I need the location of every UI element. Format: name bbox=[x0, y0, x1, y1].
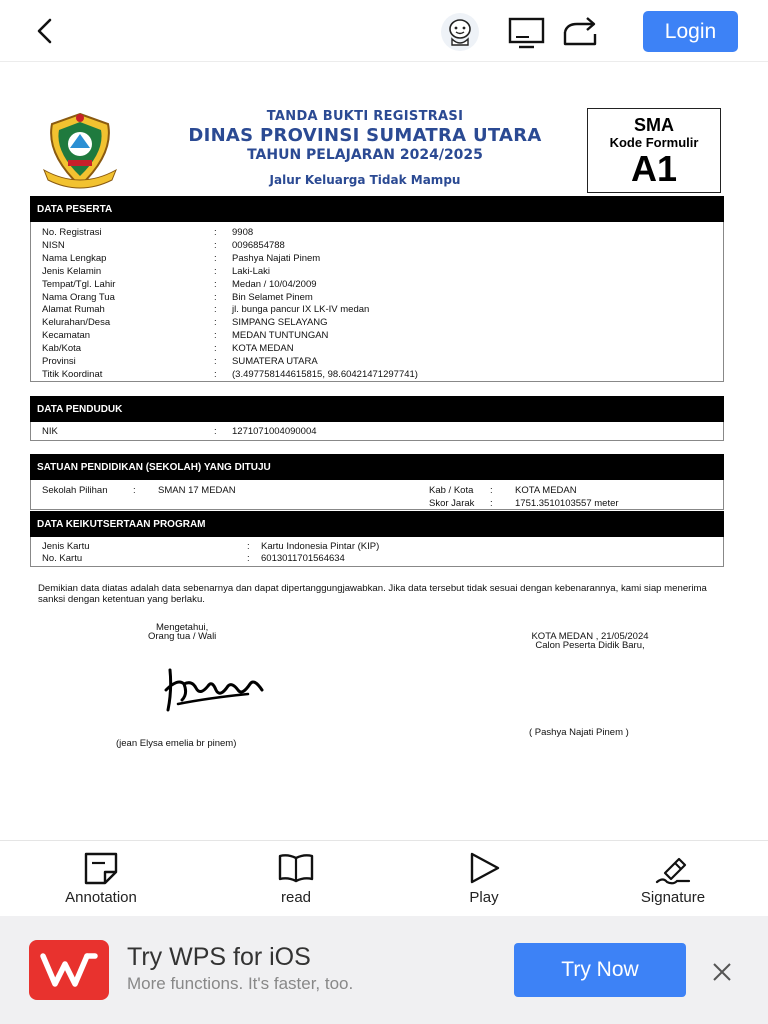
peserta-label: Kecamatan bbox=[42, 330, 91, 342]
peserta-label: Alamat Rumah bbox=[42, 304, 105, 316]
nik-value: 1271071004090004 bbox=[232, 426, 317, 437]
kab-colon: : bbox=[490, 485, 493, 496]
peserta-colon: : bbox=[214, 304, 217, 316]
peserta-colon: : bbox=[214, 330, 217, 342]
play-label: Play bbox=[469, 889, 499, 906]
peserta-colon: : bbox=[214, 239, 217, 251]
header-year: TAHUN PELAJARAN 2024/2025 bbox=[247, 147, 483, 163]
signature-button[interactable] bbox=[603, 841, 743, 917]
signature-icon bbox=[655, 851, 691, 885]
wps-logo[interactable] bbox=[29, 940, 109, 1000]
header-title: DINAS PROVINSI SUMATRA UTARA bbox=[188, 125, 542, 146]
signer-left-name: (jean Elysa emelia br pinem) bbox=[116, 738, 237, 749]
section-program: DATA KEIKUTSERTAAN PROGRAM bbox=[30, 511, 724, 537]
top-bar bbox=[0, 0, 768, 62]
ad-close-button[interactable] bbox=[708, 958, 736, 986]
peserta-colon: : bbox=[214, 343, 217, 355]
close-icon bbox=[708, 958, 736, 986]
peserta-label: Kelurahan/Desa bbox=[42, 317, 111, 329]
document-page bbox=[0, 62, 768, 840]
province-emblem-icon bbox=[38, 110, 122, 190]
skor-value: 1751.3510103557 meter bbox=[515, 498, 619, 509]
peserta-value: 9908 bbox=[232, 227, 254, 238]
no-kartu-value: 6013011701564634 bbox=[261, 553, 345, 564]
peserta-label: Titik Koordinat bbox=[42, 368, 103, 380]
form-code-box bbox=[587, 108, 721, 193]
skor-label: Skor Jarak bbox=[429, 498, 475, 509]
declaration-text: Demikian data diatas adalah data sebenarnya dan dapat dipertanggungjawabkan. Jika data tersebut tidak sesuai dengan kebenarannya, kami siap menerima sanksi dengan ketentuan yang berlaku. bbox=[38, 583, 707, 605]
peserta-colon: : bbox=[214, 227, 217, 238]
peserta-label: No. Registrasi bbox=[42, 227, 102, 238]
skor-colon: : bbox=[490, 498, 493, 509]
peserta-label: Provinsi bbox=[42, 356, 76, 367]
satuan-pendidikan-box bbox=[30, 480, 724, 510]
share-button[interactable] bbox=[561, 12, 601, 52]
peserta-value: KOTA MEDAN bbox=[232, 343, 294, 355]
jenis-kartu-colon: : bbox=[247, 541, 250, 552]
play-button[interactable] bbox=[414, 841, 554, 917]
play-icon bbox=[466, 851, 502, 885]
nik-label: NIK bbox=[42, 426, 58, 437]
peserta-value: MEDAN TUNTUNGAN bbox=[232, 330, 329, 342]
section-data-peserta: DATA PESERTA bbox=[30, 196, 724, 222]
annotation-button[interactable] bbox=[31, 841, 171, 917]
peserta-colon: : bbox=[214, 252, 217, 264]
header-jalur: Jalur Keluarga Tidak Mampu bbox=[269, 173, 461, 187]
chevron-left-icon bbox=[30, 14, 62, 48]
header-line-1: TANDA BUKTI REGISTRASI bbox=[266, 109, 464, 124]
peserta-label: Nama Lengkap bbox=[42, 252, 107, 264]
kab-label: Kab / Kota bbox=[429, 485, 474, 496]
section-data-penduduk: DATA PENDUDUK bbox=[30, 396, 724, 422]
form-code-label: Kode Formulir bbox=[609, 135, 699, 150]
peserta-colon: : bbox=[214, 291, 217, 303]
kab-value: KOTA MEDAN bbox=[515, 485, 577, 496]
bottom-toolbar bbox=[0, 840, 768, 916]
sign-right-line1: KOTA MEDAN , 21/05/2024 bbox=[531, 631, 649, 642]
data-penduduk-box bbox=[30, 422, 724, 441]
peserta-colon: : bbox=[214, 368, 217, 380]
jenis-kartu-value: Kartu Indonesia Pintar (KIP) bbox=[261, 541, 380, 552]
peserta-label: Kab/Kota bbox=[42, 343, 82, 355]
peserta-value: Laki-Laki bbox=[232, 265, 271, 277]
peserta-value: (3.497758144615815, 98.60421471297741) bbox=[232, 368, 418, 380]
jenis-kartu-label: Jenis Kartu bbox=[42, 541, 90, 552]
data-peserta-box bbox=[30, 222, 724, 382]
signer-right-name: ( Pashya Najati Pinem ) bbox=[529, 727, 629, 738]
nik-colon: : bbox=[214, 426, 217, 437]
sekolah-value: SMAN 17 MEDAN bbox=[158, 485, 236, 496]
peserta-value: Medan / 10/04/2009 bbox=[232, 278, 317, 290]
annotation-label: Annotation bbox=[65, 889, 137, 906]
peserta-label: Tempat/Tgl. Lahir bbox=[42, 278, 116, 290]
back-button[interactable] bbox=[30, 14, 62, 48]
peserta-value: Pashya Najati Pinem bbox=[232, 252, 321, 264]
assistant-button[interactable] bbox=[440, 12, 480, 52]
peserta-value: SIMPANG SELAYANG bbox=[232, 317, 328, 329]
signature-label: Signature bbox=[640, 889, 706, 906]
peserta-label: Nama Orang Tua bbox=[42, 291, 115, 303]
wps-w-icon bbox=[29, 940, 109, 1000]
peserta-colon: : bbox=[214, 278, 217, 290]
peserta-colon: : bbox=[214, 265, 217, 277]
sekolah-colon: : bbox=[133, 485, 136, 496]
form-code-value: A1 bbox=[630, 148, 678, 189]
monitor-icon bbox=[507, 12, 547, 52]
sign-right-line2: Calon Peserta Didik Baru, bbox=[535, 640, 645, 651]
try-now-button[interactable]: Try Now bbox=[514, 943, 686, 997]
peserta-colon: : bbox=[214, 356, 217, 367]
program-box bbox=[30, 537, 724, 567]
login-button[interactable]: Login bbox=[643, 11, 738, 52]
book-icon bbox=[278, 851, 314, 885]
signature-right-heading bbox=[510, 632, 670, 650]
screen-mode-button[interactable] bbox=[507, 12, 547, 52]
sign-left-line1: Mengetahui, bbox=[156, 622, 209, 633]
share-icon bbox=[561, 12, 601, 52]
annotation-icon bbox=[83, 851, 119, 885]
read-label: read bbox=[280, 889, 312, 906]
sekolah-label: Sekolah Pilihan bbox=[42, 485, 108, 496]
read-button[interactable] bbox=[226, 841, 366, 917]
peserta-label: NISN bbox=[42, 239, 65, 251]
document-header bbox=[150, 109, 580, 187]
no-kartu-label: No. Kartu bbox=[42, 553, 83, 564]
peserta-value: 0096854788 bbox=[232, 239, 285, 251]
assistant-avatar-icon bbox=[440, 12, 480, 52]
sign-left-line2: Orang tua / Wali bbox=[148, 631, 217, 642]
peserta-value: SUMATERA UTARA bbox=[232, 356, 318, 367]
handwritten-signature-icon bbox=[158, 660, 270, 720]
section-satuan-pendidikan: SATUAN PENDIDIKAN (SEKOLAH) YANG DITUJU bbox=[30, 454, 724, 480]
signature-left-heading bbox=[148, 623, 216, 641]
peserta-label: Jenis Kelamin bbox=[42, 265, 102, 277]
ad-subtitle: More functions. It's faster, too. bbox=[127, 974, 354, 993]
peserta-value: Bin Selamet Pinem bbox=[232, 291, 313, 303]
peserta-colon: : bbox=[214, 317, 217, 329]
ad-title: Try WPS for iOS bbox=[127, 943, 311, 971]
form-level: SMA bbox=[634, 115, 674, 135]
wps-ad-banner[interactable] bbox=[0, 916, 768, 1024]
peserta-value: jl. bunga pancur IX LK-IV medan bbox=[232, 304, 370, 316]
no-kartu-colon: : bbox=[247, 553, 250, 564]
